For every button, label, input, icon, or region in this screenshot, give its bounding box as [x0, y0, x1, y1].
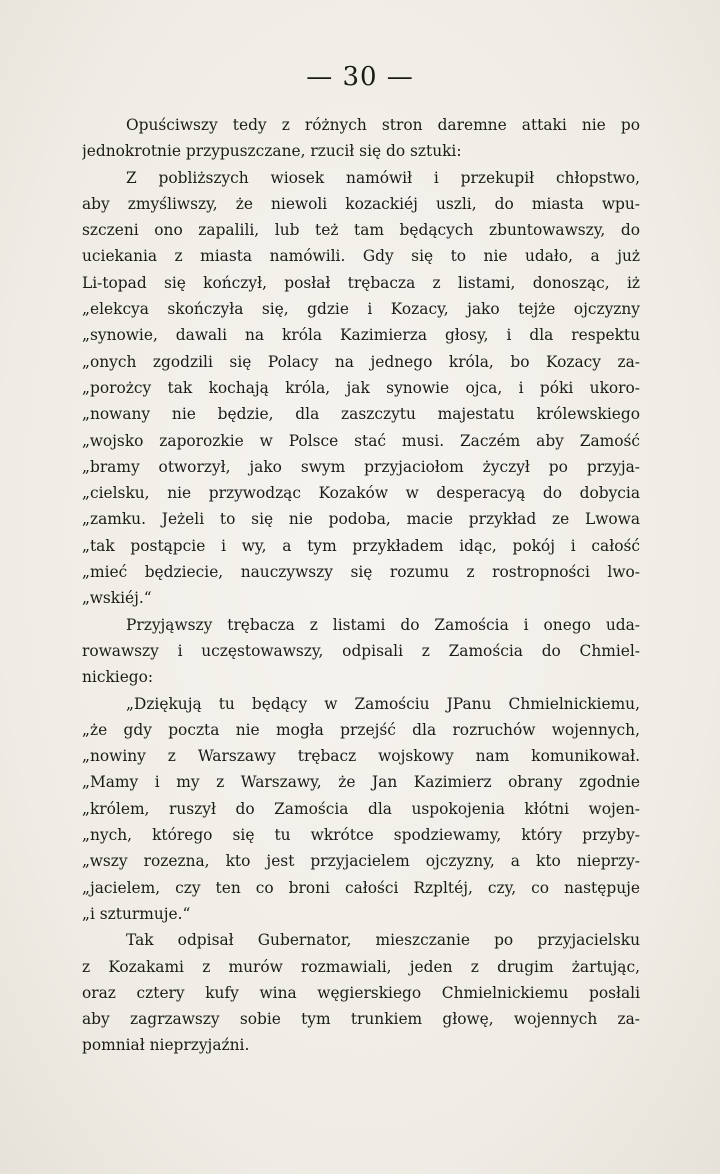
text-line: „królem, ruszył do Zamościa dla uspokojenia kłótni wojen-: [82, 799, 640, 818]
text-line: „nowiny z Warszawy trębacz wojskowy nam komunikował.: [82, 747, 640, 766]
text-line: „mieć będziecie, nauczywszy się rozumu z rostropności lwo-: [82, 563, 640, 582]
text-line: aby zmyśliwszy, że niewoli kozackiéj uszli, do miasta wpu-: [82, 194, 640, 213]
text-line: oraz cztery kufy wina węgierskiego Chmielnickiemu posłali: [82, 983, 640, 1002]
text-line: „bramy otworzył, jako swym przyjaciołom życzył po przyja-: [82, 457, 640, 476]
body-text: [82, 112, 640, 1059]
text-line: „onych zgodzili się Polacy na jednego króla, bo Kozacy za-: [82, 352, 640, 371]
text-line: „cielsku, nie przywodząc Kozaków w desperacyą do dobycia: [82, 484, 640, 503]
text-line: z Kozakami z murów rozmawiali, jeden z drugim żartując,: [82, 957, 640, 976]
text-line: „porożcy tak kochają króla, jak synowie ojca, i póki ukoro-: [82, 378, 640, 397]
page-number: — 30 —: [306, 62, 414, 92]
text-line: Opuściwszy tedy z różnych stron daremne attaki nie po: [126, 116, 640, 134]
text-line: Li-topad się kończył, posłał trębacza z listami, donosząc, iż: [82, 273, 640, 292]
text-line: „Mamy i my z Warszawy, że Jan Kazimierz obrany zgodnie: [82, 773, 640, 792]
text-line: Przyjąwszy trębacza z listami do Zamościa i onego uda-: [126, 615, 640, 634]
text-line: „że gdy poczta nie mogła przejść dla rozruchów wojennych,: [82, 720, 640, 739]
text-line: „elekcya skończyła się, gdzie i Kozacy, jako tejże ojczyzny: [82, 300, 640, 319]
text-line: nickiego:: [82, 668, 154, 687]
text-line: jednokrotnie przypuszczane, rzucił się do sztuki:: [82, 142, 462, 161]
text-line: uciekania z miasta namówili. Gdy się to nie udało, a już: [82, 247, 640, 266]
text-line: „tak postąpcie i wy, a tym przykładem idąc, pokój i całość: [82, 536, 640, 555]
text-line: Tak odpisał Gubernator, mieszczanie po przyjacielsku: [126, 931, 640, 950]
text-line: „jacielem, czy ten co broni całości Rzpltéj, czy, co następuje: [82, 878, 640, 897]
text-line: szczeni ono zapalili, lub też tam będących zbuntowawszy, do: [82, 221, 640, 240]
text-line: „nowany nie będzie, dla zaszczytu majestatu królewskiego: [82, 405, 640, 424]
text-line: „wszy rozezna, kto jest przyjacielem ojczyzny, a kto nieprzy-: [82, 852, 640, 871]
text-line: pomniał nieprzyjaźni.: [82, 1036, 250, 1055]
text-line: „wskiéj.“: [82, 589, 152, 608]
text-line: „Dziękują tu będący w Zamościu JPanu Chmielnickiemu,: [126, 694, 640, 713]
text-line: rowawszy i uczęstowawszy, odpisali z Zamościa do Chmiel-: [82, 641, 640, 660]
text-line: „zamku. Jeżeli to się nie podoba, macie przykład ze Lwowa: [82, 510, 640, 529]
text-line: Z pobliższych wiosek namówił i przekupił chłopstwo,: [126, 168, 640, 187]
text-line: „synowie, dawali na króla Kazimierza głosy, i dla respektu: [82, 326, 640, 345]
text-line: „i szturmuje.“: [82, 904, 191, 923]
text-line: „wojsko zaporozkie w Polsce stać musi. Zaczém aby Zamość: [82, 431, 640, 450]
text-line: „nych, którego się tu wkrótce spodziewamy, który przyby-: [82, 826, 640, 845]
text-line: aby zagrzawszy sobie tym trunkiem głowę, wojennych za-: [82, 1010, 640, 1029]
